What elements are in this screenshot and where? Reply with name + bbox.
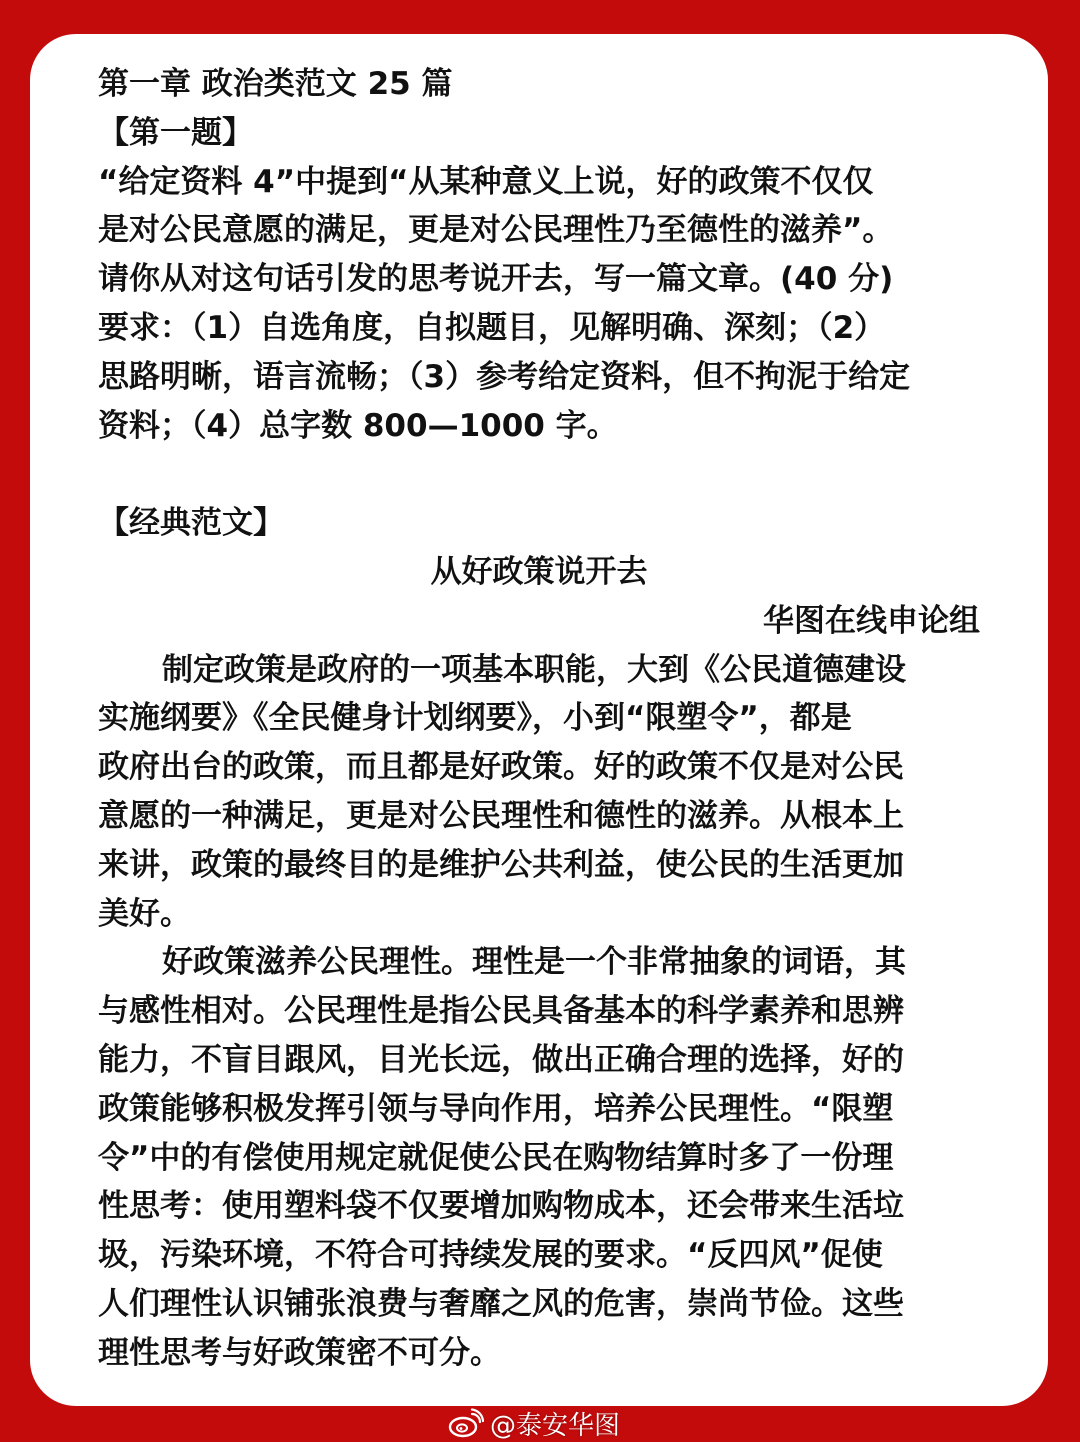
paragraph-line: 与感性相对。公民理性是指公民具备基本的科学素养和思辨 (98, 993, 904, 1030)
paragraph-line: 圾，污染环境，不符合可持续发展的要求。“反四风”促使 (98, 1237, 883, 1274)
question-line: 要求：（1）自选角度，自拟题目，见解明确、深刻；（2） (98, 309, 886, 346)
paragraph-line: 意愿的一种满足，更是对公民理性和德性的滋养。从根本上 (98, 797, 904, 834)
paragraph-line: 人们理性认识铺张浪费与奢靡之风的危害，崇尚节俭。这些 (98, 1285, 904, 1322)
chapter-title: 第一章 政治类范文 25 篇 (98, 66, 453, 102)
essay-title: 从好政策说开去 (430, 553, 648, 590)
question-text (98, 158, 980, 451)
paragraph-line: 实施纲要》《全民健身计划纲要》，小到“限塑令”，都是 (98, 700, 852, 737)
question-line: 请你从对这句话引发的思考说开去，写一篇文章。(40 分) (98, 261, 894, 298)
essay-author: 华图在线申论组 (763, 602, 980, 639)
paragraph-line: 制定政策是政府的一项基本职能，大到《公民道德建设 (162, 651, 906, 688)
paragraph-line: 性思考：使用塑料袋不仅要增加购物成本，还会带来生活垃 (98, 1188, 904, 1225)
paragraph-line: 能力，不盲目跟风，目光长远，做出正确合理的选择，好的 (98, 1041, 904, 1078)
paragraph-line: 政策能够积极发挥引领与导向作用，培养公民理性。“限塑 (98, 1090, 894, 1127)
spacer (98, 450, 980, 499)
question-line: 是对公民意愿的满足，更是对公民理性乃至德性的滋养”。 (98, 212, 894, 249)
paragraph-line: 来讲，政策的最终目的是维护公共利益，使公民的生活更加 (98, 846, 904, 883)
watermark-text: @泰安华图 (490, 1410, 621, 1441)
question-line: 资料；（4）总字数 800—1000 字。 (98, 407, 618, 444)
essay-paragraph-1 (98, 646, 980, 939)
paragraph-line: 政府出台的政策，而且都是好政策。好的政策不仅是对公民 (98, 749, 904, 786)
question-line: 思路明晰，语言流畅；（3）参考给定资料，但不拘泥于给定 (98, 358, 911, 395)
essay-paragraph-2 (98, 938, 980, 1377)
weibo-icon (448, 1408, 484, 1438)
question-line: “给定资料 4”中提到“从某种意义上说，好的政策不仅仅 (98, 163, 874, 200)
paragraph-line: 好政策滋养公民理性。理性是一个非常抽象的词语，其 (162, 944, 906, 981)
document-card (30, 34, 1048, 1406)
watermark (448, 1406, 620, 1440)
document-content (98, 60, 980, 1378)
paragraph-line: 理性思考与好政策密不可分。 (98, 1334, 501, 1371)
question-label: 【第一题】 (98, 114, 253, 151)
paragraph-line: 美好。 (98, 895, 191, 932)
essay-label: 【经典范文】 (98, 505, 284, 542)
paragraph-line: 令”中的有偿使用规定就促使公民在购物结算时多了一份理 (98, 1139, 894, 1176)
